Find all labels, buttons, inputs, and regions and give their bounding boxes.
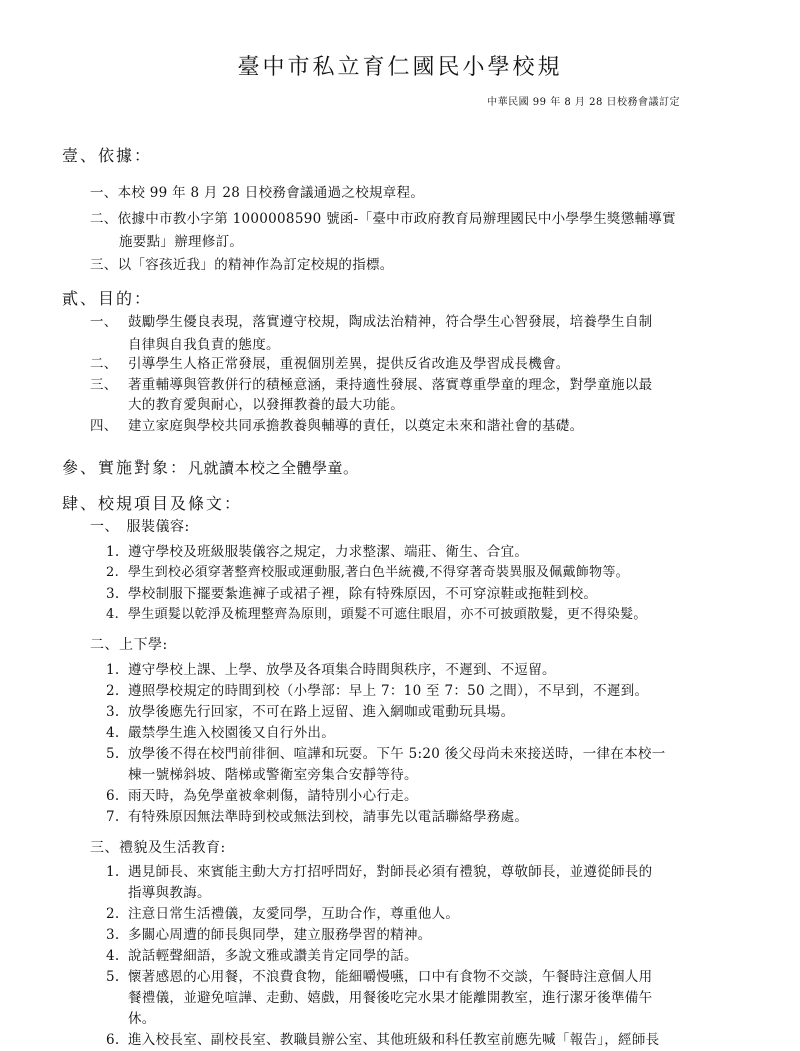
dress-rule-2-number: 2. xyxy=(106,565,120,580)
dress-rule-4-text: 學生頭髮以乾淨及梳理整齊為原則，頭髮不可遮住眼眉，亦不可披頭散髮，更不得染髮。 xyxy=(128,607,647,622)
rules-group-dress-title: 一、 服裝儀容: xyxy=(90,519,190,535)
etiquette-rule-1-text: 遇見師長、來賓能主動大方打招呼問好，對師長必須有禮貌，尊敬師長，並遵從師長的 xyxy=(128,864,653,880)
etiquette-rule-1-continued: 指導與教誨。 xyxy=(128,885,211,901)
commute-rule-7-text: 有特殊原因無法準時到校或無法到校，請事先以電話聯絡學務處。 xyxy=(128,809,529,825)
document-date: 中華民國 99 年 8 月 28 日校務會議訂定 xyxy=(487,97,680,108)
etiquette-rule-4 xyxy=(106,944,418,964)
etiquette-rule-1-number: 1. xyxy=(106,864,120,880)
purpose-item-2-text: 引導學生人格正常發展，重視個別差異，提供反省改進及學習成長機會。 xyxy=(128,356,570,372)
etiquette-rule-4-number: 4. xyxy=(106,948,120,964)
commute-rule-5 xyxy=(106,742,666,762)
basis-item-2-continued: 施要點」辦理修訂。 xyxy=(119,234,244,250)
commute-rule-4 xyxy=(106,721,335,741)
rules-group-etiquette-title: 三、禮貌及生活教育: xyxy=(90,840,226,856)
section-heading-basis: 壹、依據： xyxy=(62,146,153,165)
purpose-item-2-number: 二、 xyxy=(90,356,118,372)
commute-rule-4-number: 4. xyxy=(106,725,120,741)
etiquette-rule-5 xyxy=(106,965,652,985)
commute-rule-3-number: 3. xyxy=(106,704,120,720)
etiquette-rule-2 xyxy=(106,902,459,922)
commute-rule-2-text: 遵照學校規定的時間到校（小學部：早上 7：10 至 7：50 之間），不早到，不遲到。 xyxy=(128,683,649,699)
dress-rule-1-text: 遵守學校及班級服裝儀容之規定，力求整潔、端莊、衛生、合宜。 xyxy=(128,544,529,560)
commute-rule-5-number: 5. xyxy=(106,746,120,762)
commute-rule-7 xyxy=(106,805,528,825)
basis-item-3: 三、以「容孩近我」的精神作為訂定校規的指標。 xyxy=(90,257,394,273)
commute-rule-6 xyxy=(106,784,418,804)
dress-rule-4-number: 4. xyxy=(106,607,120,622)
dress-rule-3 xyxy=(106,582,597,602)
purpose-item-4-number: 四、 xyxy=(90,418,118,434)
dress-rule-3-number: 3. xyxy=(106,586,120,602)
commute-rule-3 xyxy=(106,700,514,720)
section-heading-purpose: 貳、目的： xyxy=(62,289,153,308)
purpose-item-1-text: 鼓勵學生優良表現，落實遵守校規，陶成法治精神，符合學生心智發展，培養學生自制 xyxy=(128,314,653,330)
etiquette-rule-5-continued-2: 休。 xyxy=(128,1011,156,1027)
purpose-item-1 xyxy=(90,310,652,330)
purpose-item-1-continued: 自律與自我負責的態度。 xyxy=(128,337,280,353)
rules-group-commute-title: 二、上下學: xyxy=(90,637,168,653)
etiquette-rule-3-text: 多關心周遭的師長與同學，建立服務學習的精神。 xyxy=(128,927,432,943)
basis-item-2: 二、依據中市教小字第 1000008590 號函-「臺中市政府教育局辦理國民中小學學生獎懲輔導實 xyxy=(90,211,676,227)
etiquette-rule-6 xyxy=(106,1028,659,1048)
basis-item-1: 一、本校 99 年 8 月 28 日校務會議通過之校規章程。 xyxy=(90,185,425,201)
purpose-item-3-continued: 大的教育愛與耐心，以發揮教養的最大功能。 xyxy=(128,397,404,413)
purpose-item-2 xyxy=(90,352,570,372)
commute-rule-4-text: 嚴禁學生進入校園後又自行外出。 xyxy=(128,725,335,741)
commute-rule-5-text: 放學後不得在校門前徘徊、喧譁和玩耍。下午 5:20 後父母尚未來接送時，一律在本校一 xyxy=(128,746,666,762)
etiquette-rule-3-number: 3. xyxy=(106,927,120,943)
etiquette-rule-1 xyxy=(106,860,652,880)
dress-rule-2-text: 學生到校必須穿著整齊校服或運動服,著白色半統襪,不得穿著奇裝異服及佩戴飾物等。 xyxy=(128,565,629,580)
etiquette-rule-6-text: 進入校長室、副校長室、教職員辦公室、其他班級和科任教室前應先喊「報告」，經師長 xyxy=(128,1032,660,1048)
purpose-item-1-number: 一、 xyxy=(90,314,118,330)
purpose-item-4 xyxy=(90,414,583,434)
commute-rule-1-number: 1. xyxy=(106,662,120,678)
dress-rule-4 xyxy=(106,603,647,622)
target-heading-text: 凡就讀本校之全體學童。 xyxy=(188,459,359,477)
commute-rule-2-number: 2. xyxy=(106,683,120,699)
etiquette-rule-5-text: 懷著感恩的心用餐，不浪費食物，能細嚼慢嚥，口中有食物不交談，午餐時注意個人用 xyxy=(128,969,653,985)
etiquette-rule-5-number: 5. xyxy=(106,969,120,985)
commute-rule-5-continued: 棟一號梯斜坡、階梯或警衛室旁集合安靜等待。 xyxy=(128,767,418,783)
commute-rule-3-text: 放學後應先行回家，不可在路上逗留、進入網咖或電動玩具場。 xyxy=(128,704,515,720)
purpose-item-3 xyxy=(90,373,652,393)
etiquette-rule-6-number: 6. xyxy=(106,1032,120,1048)
etiquette-rule-4-text: 說話輕聲細語，多說文雅或讚美肯定同學的話。 xyxy=(128,948,418,964)
target-heading-label: 參、實施對象： xyxy=(62,458,189,477)
etiquette-rule-3 xyxy=(106,923,432,943)
dress-rule-3-text: 學校制服下擺要紮進褲子或裙子裡，除有特殊原因，不可穿涼鞋或拖鞋到校。 xyxy=(128,586,598,602)
dress-rule-1 xyxy=(106,540,528,560)
etiquette-rule-2-number: 2. xyxy=(106,906,120,922)
commute-rule-6-text: 雨天時，為免學童被傘刺傷，請特別小心行走。 xyxy=(128,788,418,804)
commute-rule-1-text: 遵守學校上課、上學、放學及各項集合時間與秩序，不遲到、不逗留。 xyxy=(128,662,556,678)
commute-rule-7-number: 7. xyxy=(106,809,120,825)
commute-rule-1 xyxy=(106,658,556,678)
purpose-item-3-text: 著重輔導與管教併行的積極意涵，秉持適性發展、落實尊重學童的理念，對學童施以最 xyxy=(128,377,653,393)
section-heading-target xyxy=(62,455,359,478)
dress-rule-1-number: 1. xyxy=(106,544,120,560)
purpose-item-3-number: 三、 xyxy=(90,377,118,393)
commute-rule-6-number: 6. xyxy=(106,788,120,804)
commute-rule-2 xyxy=(106,679,648,699)
etiquette-rule-5-continued: 餐禮儀，並避免喧譁、走動、嬉戲，用餐後吃完水果才能離開教室，進行潔牙後準備午 xyxy=(128,990,653,1006)
purpose-item-4-text: 建立家庭與學校共同承擔教養與輔導的責任，以奠定未來和諧社會的基礎。 xyxy=(128,418,584,434)
dress-rule-2 xyxy=(106,561,629,580)
etiquette-rule-2-text: 注意日常生活禮儀，友愛同學，互助合作，尊重他人。 xyxy=(128,906,460,922)
document-title: 臺中市私立育仁國民小學校規 xyxy=(237,55,563,80)
section-heading-rules: 肆、校規項目及條文： xyxy=(62,494,243,513)
